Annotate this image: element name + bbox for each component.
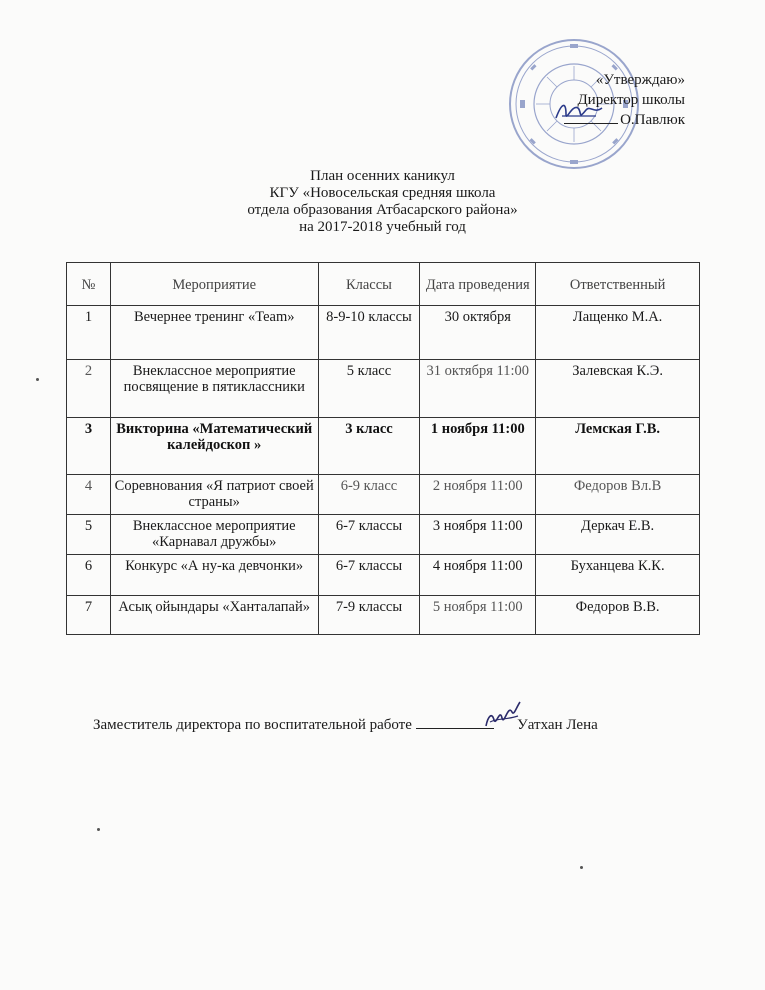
approval-block (564, 70, 685, 130)
cell-date: 5 ноября 11:00 (420, 596, 536, 635)
cell-responsible: Федоров В.В. (536, 596, 700, 635)
scan-speck (36, 378, 39, 381)
cell-number: 5 (67, 515, 111, 555)
cell-event: Вечернее тренинг «Team» (110, 306, 318, 360)
column-header-number: № (67, 263, 111, 306)
cell-event: Асық ойындары «Ханталапай» (110, 596, 318, 635)
approval-position: Директор школы (577, 92, 685, 108)
cell-classes: 6-7 классы (318, 515, 420, 555)
column-header-date: Дата проведения (420, 263, 536, 306)
cell-event: Викторина «Математический калейдоскоп » (110, 418, 318, 475)
footer-signature-blank (416, 714, 494, 729)
column-header-responsible: Ответственный (536, 263, 700, 306)
column-header-event: Мероприятие (110, 263, 318, 306)
events-table (66, 262, 700, 635)
cell-date: 1 ноября 11:00 (420, 418, 536, 475)
table-row (67, 515, 700, 555)
cell-date: 4 ноября 11:00 (420, 555, 536, 596)
cell-date: 3 ноября 11:00 (420, 515, 536, 555)
cell-responsible: Залевская К.Э. (536, 360, 700, 418)
table-row (67, 555, 700, 596)
table-row (67, 418, 700, 475)
cell-responsible: Лемская Г.В. (536, 418, 700, 475)
title-line-3: отдела образования Атбасарского района» (247, 202, 518, 218)
cell-date: 30 октября (420, 306, 536, 360)
cell-number: 2 (67, 360, 111, 418)
cell-number: 1 (67, 306, 111, 360)
approval-signer-name: О.Павлюк (620, 112, 685, 128)
cell-classes: 6-7 классы (318, 555, 420, 596)
table-row (67, 360, 700, 418)
cell-classes: 7-9 классы (318, 596, 420, 635)
title-line-1: План осенних каникул (310, 168, 455, 184)
cell-responsible: Федоров Вл.В (536, 475, 700, 515)
column-header-classes: Классы (318, 263, 420, 306)
cell-number: 3 (67, 418, 111, 475)
cell-date: 2 ноября 11:00 (420, 475, 536, 515)
table-header-row (67, 263, 700, 306)
cell-event: Конкурс «А ну-ка девчонки» (110, 555, 318, 596)
cell-event: Внеклассное мероприятие посвящение в пятиклассники (110, 360, 318, 418)
cell-event: Соревнования «Я патриот своей страны» (110, 475, 318, 515)
cell-classes: 8-9-10 классы (318, 306, 420, 360)
title-line-2: КГУ «Новосельская средняя школа (269, 185, 496, 201)
signature-line (564, 110, 618, 124)
scan-speck (580, 866, 583, 869)
table-row (67, 306, 700, 360)
title-line-4: на 2017-2018 учебный год (299, 219, 466, 235)
footer-signature-line (93, 714, 598, 734)
footer-position: Заместитель директора по воспитательной работе (93, 717, 412, 733)
cell-responsible: Деркач Е.В. (536, 515, 700, 555)
cell-number: 7 (67, 596, 111, 635)
cell-number: 6 (67, 555, 111, 596)
table-row (67, 596, 700, 635)
approval-heading: «Утверждаю» (595, 72, 685, 88)
footer-name: Уатхан Лена (517, 717, 598, 733)
cell-responsible: Буханцева К.К. (536, 555, 700, 596)
table-row (67, 475, 700, 515)
approval-signer (564, 110, 685, 130)
cell-classes: 5 класс (318, 360, 420, 418)
cell-number: 4 (67, 475, 111, 515)
cell-date: 31 октября 11:00 (420, 360, 536, 418)
cell-responsible: Лащенко М.А. (536, 306, 700, 360)
cell-classes: 3 класс (318, 418, 420, 475)
scan-speck (97, 828, 100, 831)
cell-event: Внеклассное мероприятие «Карнавал дружбы» (110, 515, 318, 555)
cell-classes: 6-9 класс (318, 475, 420, 515)
document-title (0, 168, 765, 236)
